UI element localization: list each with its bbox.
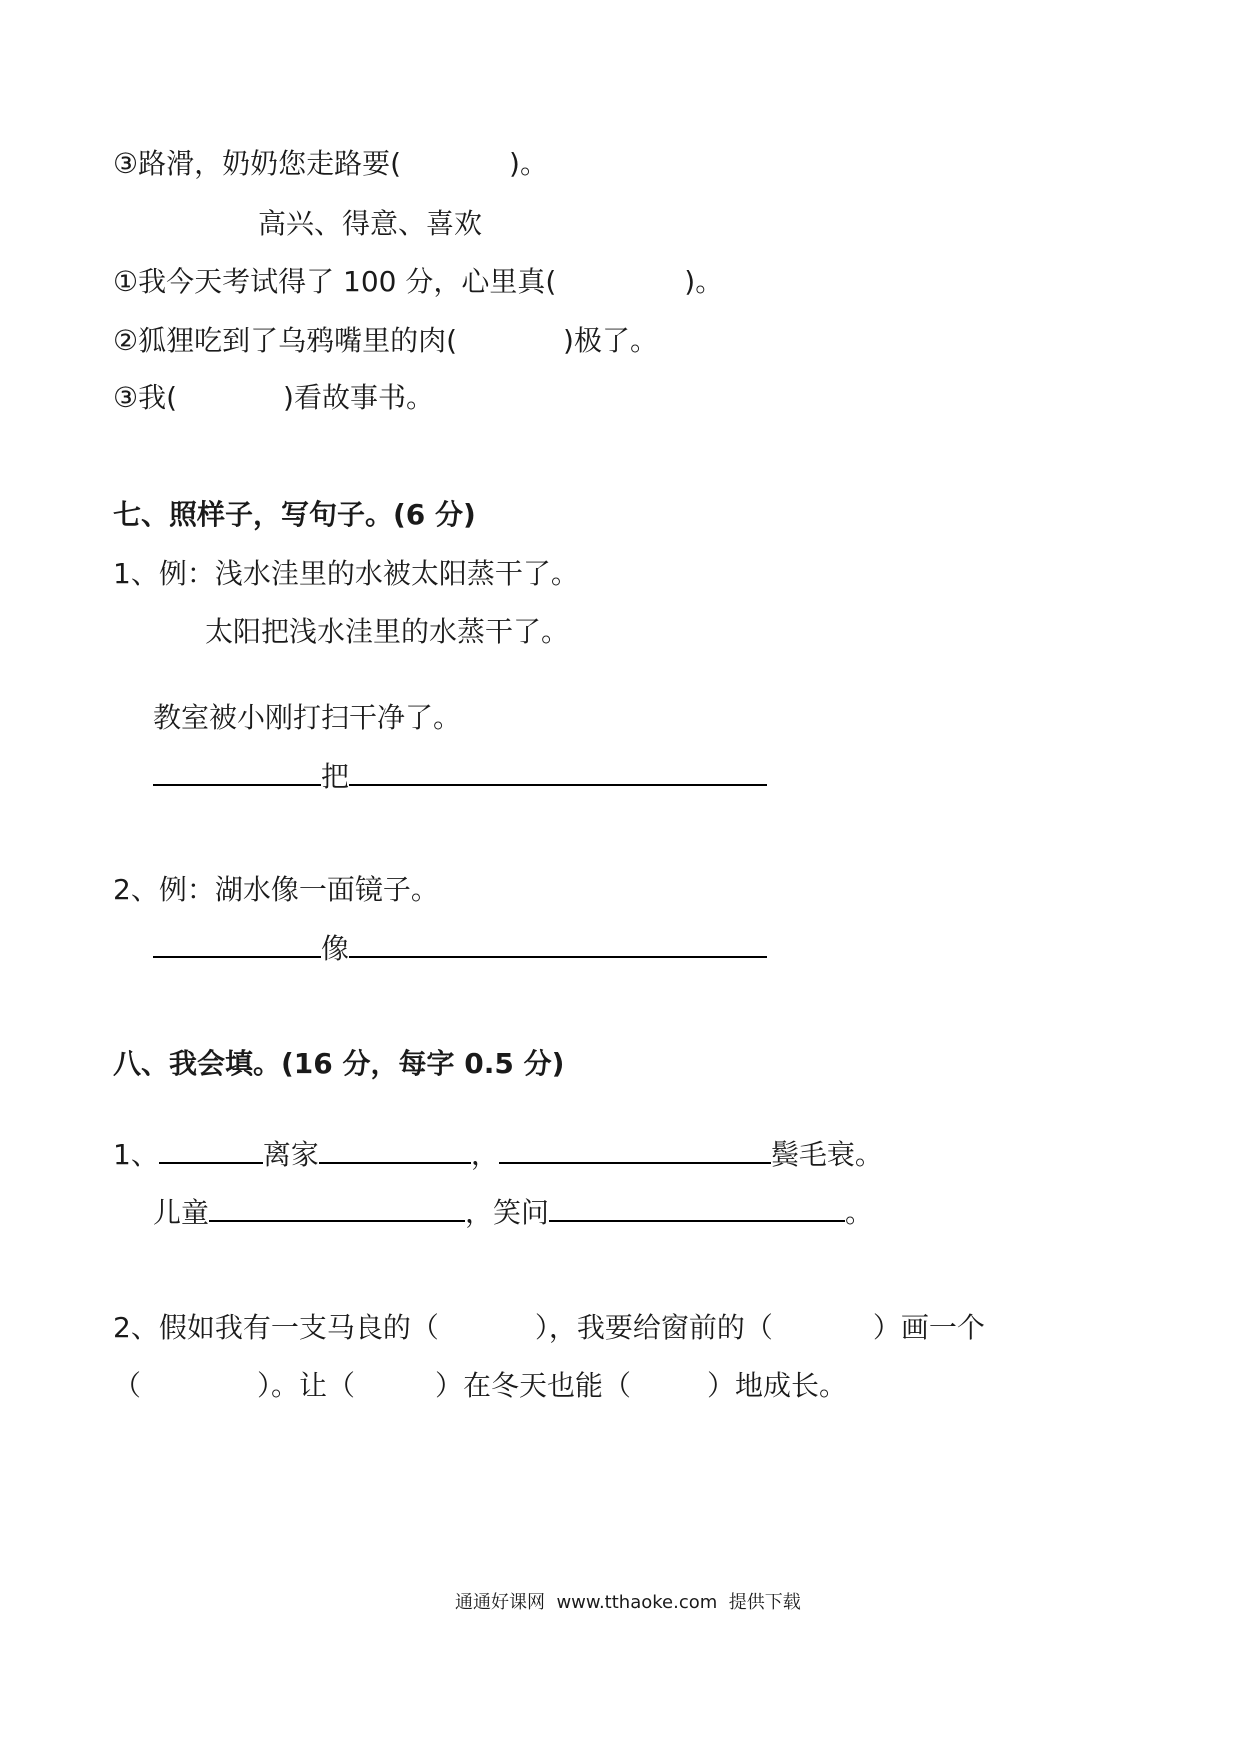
question-text: ②狐狸吃到了乌鸦嘴里的肉( [113,324,458,357]
answer-underline[interactable] [349,930,767,958]
answer-underline[interactable] [159,1136,263,1164]
fill-line-q2b [113,1368,847,1404]
fill-line-q2a [113,1310,985,1346]
answer-underline[interactable] [499,1136,771,1164]
answer-underline[interactable] [549,1194,845,1222]
poem-word: 儿童 [153,1196,210,1229]
answer-line-1 [153,758,767,795]
question-text: ）画一个 [872,1311,985,1344]
answer-underline[interactable] [349,758,767,786]
poem-line-2 [153,1194,873,1231]
connector-word: 像 [321,932,350,965]
question-text: )。 [684,265,724,298]
question-text: )。 [509,147,548,180]
section-heading: 七、照样子，写句子。(6 分) [113,498,476,531]
page-footer: 通通好课网 www.tthaoke.com 提供下载 [455,1592,801,1613]
question-text: ③路滑，奶奶您走路要( [113,147,402,180]
question-text: （ [113,1369,142,1402]
question-text: )极了。 [563,324,658,357]
answer-underline[interactable] [209,1194,465,1222]
connector-word: 把 [321,760,350,793]
poem-word: ，笑问 [465,1196,550,1229]
answer-underline[interactable] [319,1136,471,1164]
question-text: ）。让（ [257,1369,356,1402]
question-line-b1 [113,264,723,300]
example-sentence: 2、例：湖水像一面镜子。 [113,873,439,906]
question-text: 2、假如我有一支马良的（ [113,1311,439,1344]
question-text: ③我( [113,381,178,414]
question-text: ①我今天考试得了 100 分，心里真( [113,265,557,298]
question-number: 1、 [113,1138,159,1171]
poem-word: 离家 [262,1138,319,1171]
poem-line-1 [113,1136,883,1173]
question-line-b3 [113,380,434,416]
answer-underline[interactable] [153,930,321,958]
punctuation: 。 [845,1196,874,1229]
example-answer: 太阳把浅水洼里的水蒸干了。 [205,615,570,648]
section-heading: 八、我会填。(16 分，每字 0.5 分) [113,1047,565,1080]
punctuation: ， [470,1138,499,1171]
prompt-sentence: 教室被小刚打扫干净了。 [153,701,462,734]
question-text: ）地成长。 [707,1369,848,1402]
question-line-b2 [113,323,658,359]
poem-word: 鬓毛衰。 [770,1138,883,1171]
answer-underline[interactable] [153,758,321,786]
question-line-a3 [113,146,548,182]
question-text: ）在冬天也能（ [435,1369,632,1402]
example-sentence: 1、例：浅水洼里的水被太阳蒸干了。 [113,557,579,590]
word-bank: 高兴、得意、喜欢 [258,207,483,240]
question-text: ），我要给窗前的（ [534,1311,773,1344]
question-text: )看故事书。 [283,381,434,414]
answer-line-2 [153,930,767,967]
